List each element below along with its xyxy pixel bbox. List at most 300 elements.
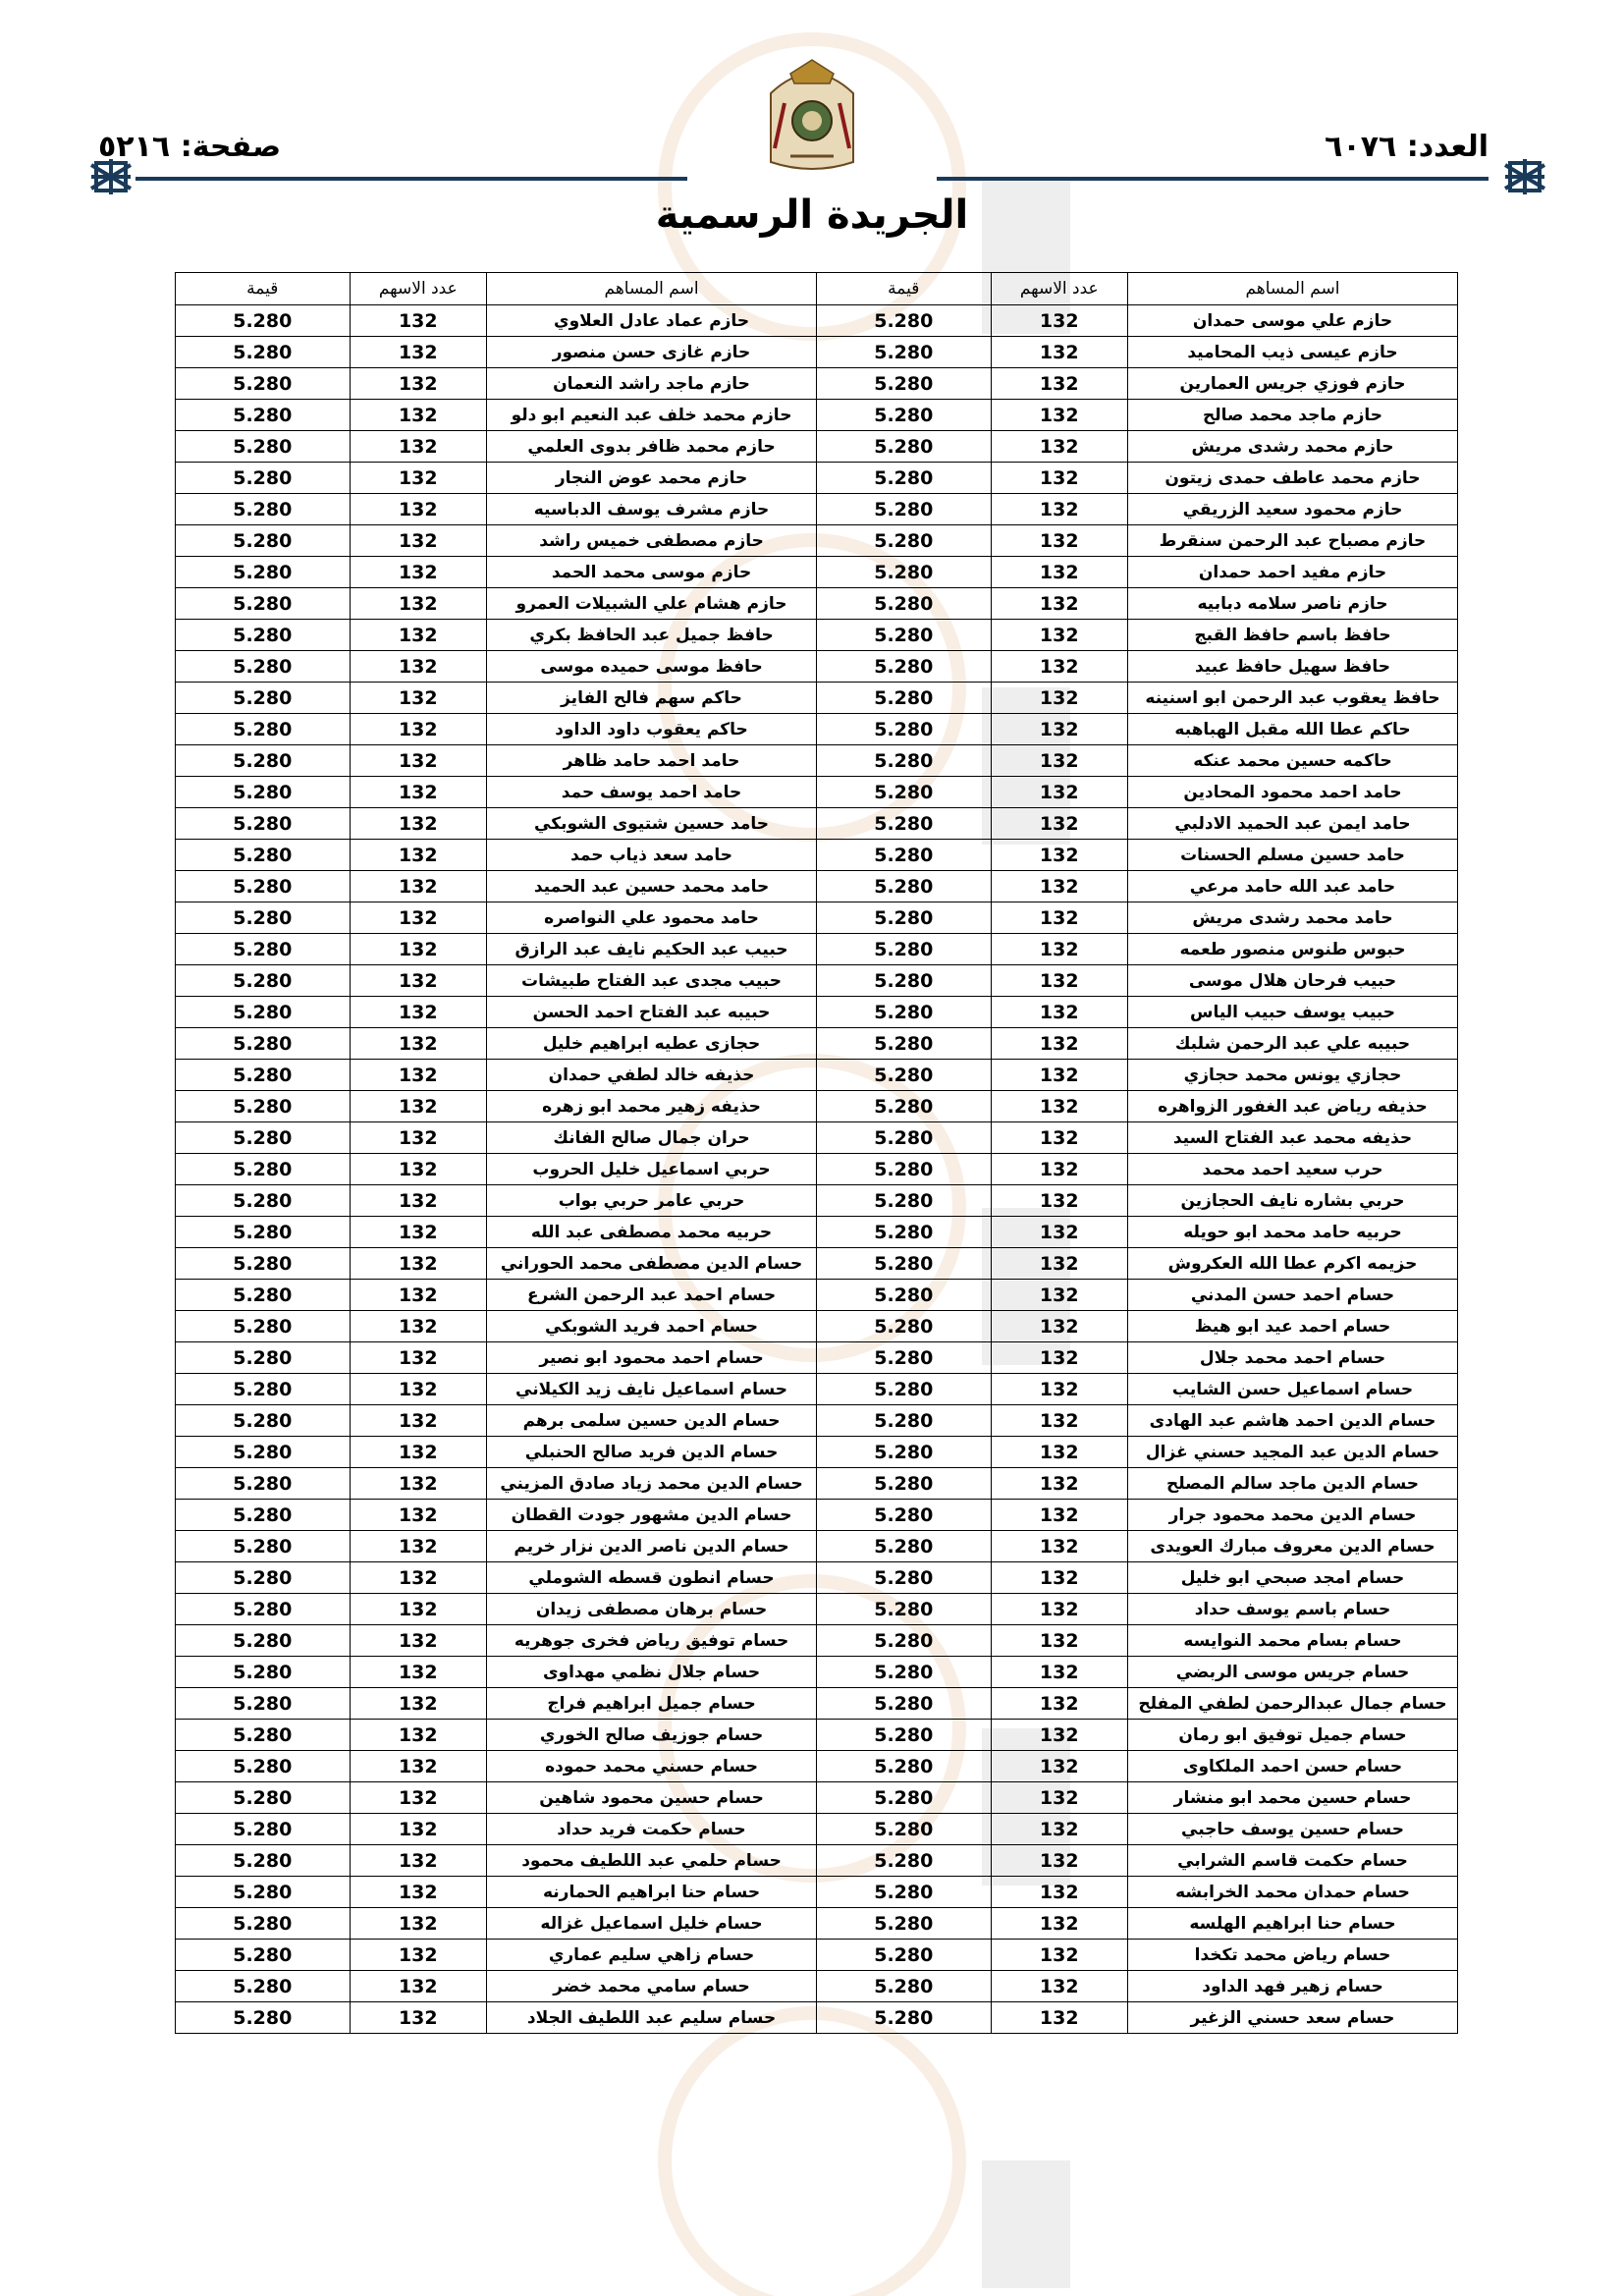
shareholder-name: حذيفه محمد عبد الفتاح السيد xyxy=(1128,1122,1458,1154)
table-row xyxy=(176,1185,1458,1217)
share-count: 132 xyxy=(991,1122,1127,1154)
table-row xyxy=(176,965,1458,997)
share-value: 5.280 xyxy=(817,1657,992,1688)
share-value: 5.280 xyxy=(176,902,351,934)
share-count: 132 xyxy=(350,1280,486,1311)
share-count: 132 xyxy=(991,1940,1127,1971)
shareholder-name: حامد حسين شتيوى الشوبكي xyxy=(487,808,817,840)
shareholder-name: حربي عامر حربي بواب xyxy=(487,1185,817,1217)
share-count: 132 xyxy=(350,1814,486,1845)
share-count: 132 xyxy=(350,588,486,620)
shareholder-name: حبيب فرحان هلال موسى xyxy=(1128,965,1458,997)
shareholder-name: حسام الدين احمد هاشم عبد الهادى xyxy=(1128,1405,1458,1437)
share-count: 132 xyxy=(991,525,1127,557)
share-count: 132 xyxy=(350,683,486,714)
share-count: 132 xyxy=(350,745,486,777)
share-value: 5.280 xyxy=(817,305,992,337)
table-header-row xyxy=(176,273,1458,305)
share-value: 5.280 xyxy=(176,431,351,463)
table-row xyxy=(176,1688,1458,1720)
shareholder-name: حسام جلال نظمي مهداوى xyxy=(487,1657,817,1688)
table-row xyxy=(176,1122,1458,1154)
share-value: 5.280 xyxy=(176,1248,351,1280)
share-value: 5.280 xyxy=(176,1594,351,1625)
share-value: 5.280 xyxy=(817,1814,992,1845)
share-value: 5.280 xyxy=(176,1060,351,1091)
share-value: 5.280 xyxy=(817,1531,992,1562)
shareholder-name: حسام خليل اسماعيل غزاله xyxy=(487,1908,817,1940)
shareholder-name: حجازي يونس محمد حجازي xyxy=(1128,1060,1458,1091)
share-value: 5.280 xyxy=(817,1720,992,1751)
table-row xyxy=(176,400,1458,431)
share-count: 132 xyxy=(350,1751,486,1782)
table-row xyxy=(176,1877,1458,1908)
shareholder-name: حذيفه خالد لطفي حمدان xyxy=(487,1060,817,1091)
table-row xyxy=(176,431,1458,463)
share-count: 132 xyxy=(350,1908,486,1940)
shareholder-name: حسام جوزيف صالح الخوري xyxy=(487,1720,817,1751)
share-count: 132 xyxy=(350,777,486,808)
share-count: 132 xyxy=(350,1217,486,1248)
shareholder-name: حازم فوزي جريس العمارين xyxy=(1128,368,1458,400)
share-value: 5.280 xyxy=(176,494,351,525)
share-value: 5.280 xyxy=(817,1311,992,1342)
table-row xyxy=(176,588,1458,620)
share-count: 132 xyxy=(350,1877,486,1908)
ornament-knot-right-icon xyxy=(1502,157,1547,196)
shareholder-name: حازم مفيد احمد حمدان xyxy=(1128,557,1458,588)
shareholder-name: حسام جميل ابراهيم فراج xyxy=(487,1688,817,1720)
share-count: 132 xyxy=(991,1814,1127,1845)
share-value: 5.280 xyxy=(817,1877,992,1908)
header-share-count: عدد الاسهم xyxy=(350,273,486,305)
share-value: 5.280 xyxy=(176,1468,351,1500)
share-count: 132 xyxy=(350,305,486,337)
share-value: 5.280 xyxy=(817,1845,992,1877)
shareholder-name: حامد احمد محمود المحادين xyxy=(1128,777,1458,808)
share-count: 132 xyxy=(991,1500,1127,1531)
shareholder-name: حربيه حامد محمد ابو حويله xyxy=(1128,1217,1458,1248)
shareholder-name: حذيفه زهير محمد ابو زهره xyxy=(487,1091,817,1122)
share-value: 5.280 xyxy=(176,400,351,431)
share-count: 132 xyxy=(991,1217,1127,1248)
shareholder-name: حسام الدين محمد زياد صادق المزيني xyxy=(487,1468,817,1500)
share-value: 5.280 xyxy=(817,1688,992,1720)
table-row xyxy=(176,1657,1458,1688)
share-value: 5.280 xyxy=(176,337,351,368)
share-count: 132 xyxy=(350,840,486,871)
table-row xyxy=(176,1500,1458,1531)
table-row xyxy=(176,902,1458,934)
shareholder-name: حسام حسين محمد ابو منشار xyxy=(1128,1782,1458,1814)
shareholder-name: حامد سعد ذياب حمد xyxy=(487,840,817,871)
share-value: 5.280 xyxy=(176,1720,351,1751)
table-row xyxy=(176,525,1458,557)
share-count: 132 xyxy=(350,1154,486,1185)
shareholder-name: حازم محمد خلف عبد النعيم ابو دلو xyxy=(487,400,817,431)
share-value: 5.280 xyxy=(817,1091,992,1122)
shareholder-name: حربي اسماعيل خليل الحروب xyxy=(487,1154,817,1185)
share-value: 5.280 xyxy=(176,1562,351,1594)
share-value: 5.280 xyxy=(176,463,351,494)
share-count: 132 xyxy=(350,871,486,902)
share-value: 5.280 xyxy=(176,1091,351,1122)
share-value: 5.280 xyxy=(817,1185,992,1217)
shareholder-name: حازم ماجد محمد صالح xyxy=(1128,400,1458,431)
share-value: 5.280 xyxy=(176,1405,351,1437)
share-count: 132 xyxy=(991,588,1127,620)
share-count: 132 xyxy=(991,745,1127,777)
share-value: 5.280 xyxy=(817,463,992,494)
share-value: 5.280 xyxy=(176,1500,351,1531)
share-count: 132 xyxy=(991,714,1127,745)
table-row xyxy=(176,1971,1458,2002)
share-count: 132 xyxy=(991,337,1127,368)
share-count: 132 xyxy=(350,1248,486,1280)
shareholder-name: حسام اسماعيل نايف زيد الكيلاني xyxy=(487,1374,817,1405)
shareholder-name: حازم محمد عاطف حمدى زيتون xyxy=(1128,463,1458,494)
share-value: 5.280 xyxy=(817,1971,992,2002)
share-count: 132 xyxy=(991,1091,1127,1122)
shareholder-name: حافظ يعقوب عبد الرحمن ابو اسنينه xyxy=(1128,683,1458,714)
table-row xyxy=(176,1437,1458,1468)
shareholder-name: حسام برهان مصطفى زيدان xyxy=(487,1594,817,1625)
shareholder-name: حافظ موسى حميده موسى xyxy=(487,651,817,683)
share-count: 132 xyxy=(350,1185,486,1217)
share-count: 132 xyxy=(350,463,486,494)
share-value: 5.280 xyxy=(176,997,351,1028)
table-row xyxy=(176,2002,1458,2034)
shareholder-name: حسام حمدان محمد الخرابشه xyxy=(1128,1877,1458,1908)
share-count: 132 xyxy=(991,1374,1127,1405)
share-count: 132 xyxy=(991,463,1127,494)
table-row xyxy=(176,871,1458,902)
shareholder-name: حازم علي موسى حمدان xyxy=(1128,305,1458,337)
share-value: 5.280 xyxy=(176,1154,351,1185)
share-value: 5.280 xyxy=(817,1500,992,1531)
table-row xyxy=(176,777,1458,808)
shareholder-name: حسام اسماعيل حسن الشايب xyxy=(1128,1374,1458,1405)
shareholder-name: حازم محمود سعيد الزريقي xyxy=(1128,494,1458,525)
share-value: 5.280 xyxy=(817,777,992,808)
share-count: 132 xyxy=(350,1311,486,1342)
share-value: 5.280 xyxy=(817,1280,992,1311)
share-value: 5.280 xyxy=(817,1405,992,1437)
share-value: 5.280 xyxy=(176,2002,351,2034)
share-count: 132 xyxy=(350,557,486,588)
share-value: 5.280 xyxy=(817,934,992,965)
share-value: 5.280 xyxy=(817,1594,992,1625)
share-count: 132 xyxy=(350,525,486,557)
shareholder-name: حربي بشاره نايف الحجازين xyxy=(1128,1185,1458,1217)
shareholder-name: حاكمه حسين محمد عنكه xyxy=(1128,745,1458,777)
table-row xyxy=(176,1154,1458,1185)
shareholder-name: حسام باسم يوسف حداد xyxy=(1128,1594,1458,1625)
table-row xyxy=(176,714,1458,745)
shareholder-name: حسام امجد صبحي ابو خليل xyxy=(1128,1562,1458,1594)
share-count: 132 xyxy=(991,1342,1127,1374)
issue-number: العدد: ٦٠٧٦ xyxy=(1325,130,1489,164)
share-count: 132 xyxy=(991,400,1127,431)
shareholder-name: حامد محمود علي النواصره xyxy=(487,902,817,934)
share-count: 132 xyxy=(991,1782,1127,1814)
table-row xyxy=(176,1028,1458,1060)
share-count: 132 xyxy=(350,1971,486,2002)
table-row xyxy=(176,368,1458,400)
share-value: 5.280 xyxy=(176,1311,351,1342)
shareholder-name: حسام الدين ماجد سالم المصلح xyxy=(1128,1468,1458,1500)
share-value: 5.280 xyxy=(176,1531,351,1562)
shareholder-name: حسام جمال عبدالرحمن لطفي المفلح xyxy=(1128,1688,1458,1720)
shareholder-name: حسام حلمي عبد اللطيف محمود xyxy=(487,1845,817,1877)
table-row xyxy=(176,1751,1458,1782)
table-row xyxy=(176,1531,1458,1562)
shareholder-name: حسام الدين مشهور جودت القطان xyxy=(487,1500,817,1531)
table-row xyxy=(176,1845,1458,1877)
share-value: 5.280 xyxy=(176,1185,351,1217)
share-value: 5.280 xyxy=(817,1940,992,1971)
table-row xyxy=(176,1468,1458,1500)
share-value: 5.280 xyxy=(176,620,351,651)
share-value: 5.280 xyxy=(176,1374,351,1405)
shareholder-name: حامد محمد رشدى مريش xyxy=(1128,902,1458,934)
share-count: 132 xyxy=(991,1060,1127,1091)
table-row xyxy=(176,1814,1458,1845)
table-row xyxy=(176,463,1458,494)
share-count: 132 xyxy=(350,997,486,1028)
share-value: 5.280 xyxy=(176,1437,351,1468)
shareholder-name: حربيه محمد مصطفى عبد الله xyxy=(487,1217,817,1248)
share-count: 132 xyxy=(350,1657,486,1688)
shareholder-name: حسام بسام محمد النوايسه xyxy=(1128,1625,1458,1657)
share-value: 5.280 xyxy=(176,745,351,777)
share-value: 5.280 xyxy=(176,1688,351,1720)
share-count: 132 xyxy=(350,1122,486,1154)
table-row xyxy=(176,620,1458,651)
shareholder-name: حازم ماجد راشد النعمان xyxy=(487,368,817,400)
shareholder-name: حسام جميل توفيق ابو رمان xyxy=(1128,1720,1458,1751)
ornament-knot-left-icon xyxy=(88,157,134,196)
shareholder-name: حران جمال صالح الفانك xyxy=(487,1122,817,1154)
share-value: 5.280 xyxy=(817,1154,992,1185)
share-count: 132 xyxy=(991,1028,1127,1060)
share-value: 5.280 xyxy=(176,1751,351,1782)
shareholder-name: حسام توفيق رياض فخرى جوهريه xyxy=(487,1625,817,1657)
table-row xyxy=(176,840,1458,871)
share-value: 5.280 xyxy=(176,1971,351,2002)
shareholder-name: حجازى عطيه ابراهيم خليل xyxy=(487,1028,817,1060)
shareholder-name: حرب سعيد احمد محمد xyxy=(1128,1154,1458,1185)
share-count: 132 xyxy=(991,1154,1127,1185)
share-count: 132 xyxy=(991,1531,1127,1562)
share-count: 132 xyxy=(350,1594,486,1625)
gazette-title: الجريدة الرسمية xyxy=(655,192,969,238)
share-count: 132 xyxy=(991,620,1127,651)
share-value: 5.280 xyxy=(817,1562,992,1594)
share-value: 5.280 xyxy=(817,620,992,651)
shareholder-name: حسام حسين يوسف حاجبي xyxy=(1128,1814,1458,1845)
table-row xyxy=(176,1720,1458,1751)
share-count: 132 xyxy=(991,997,1127,1028)
shareholder-name: حامد عبد الله حامد مرعي xyxy=(1128,871,1458,902)
share-value: 5.280 xyxy=(176,651,351,683)
shareholder-name: حازم ناصر سلامه دبابيه xyxy=(1128,588,1458,620)
shareholder-name: حسام رياض محمد تكخدا xyxy=(1128,1940,1458,1971)
share-value: 5.280 xyxy=(176,1342,351,1374)
share-value: 5.280 xyxy=(176,1280,351,1311)
header-rule-right xyxy=(937,177,1489,181)
share-count: 132 xyxy=(991,902,1127,934)
share-count: 132 xyxy=(991,1468,1127,1500)
shareholder-name: حسام احمد حسن المدني xyxy=(1128,1280,1458,1311)
shareholder-name: حامد احمد حامد ظاهر xyxy=(487,745,817,777)
share-value: 5.280 xyxy=(817,1437,992,1468)
share-count: 132 xyxy=(350,1782,486,1814)
shareholder-name: حازم مشرف يوسف الدباسيه xyxy=(487,494,817,525)
header-shareholder-name: اسم المساهم xyxy=(1128,273,1458,305)
shareholder-name: حسام الدين عبد المجيد حسني غزال xyxy=(1128,1437,1458,1468)
share-count: 132 xyxy=(350,1500,486,1531)
share-value: 5.280 xyxy=(176,1814,351,1845)
share-value: 5.280 xyxy=(817,714,992,745)
share-value: 5.280 xyxy=(176,368,351,400)
share-count: 132 xyxy=(350,337,486,368)
share-value: 5.280 xyxy=(817,1122,992,1154)
header-share-count: عدد الاسهم xyxy=(991,273,1127,305)
share-value: 5.280 xyxy=(176,965,351,997)
share-value: 5.280 xyxy=(817,1028,992,1060)
share-count: 132 xyxy=(350,1940,486,1971)
shareholder-name: حسام زاهي سليم عماري xyxy=(487,1940,817,1971)
share-value: 5.280 xyxy=(817,840,992,871)
share-value: 5.280 xyxy=(817,1468,992,1500)
shareholder-name: حسام سليم عبد اللطيف الجلاد xyxy=(487,2002,817,2034)
share-count: 132 xyxy=(350,1531,486,1562)
share-count: 132 xyxy=(991,651,1127,683)
shareholder-name: حسام حنا ابراهيم الهلسه xyxy=(1128,1908,1458,1940)
share-count: 132 xyxy=(991,777,1127,808)
share-value: 5.280 xyxy=(176,525,351,557)
shareholder-name: حسام حكمت فريد حداد xyxy=(487,1814,817,1845)
share-count: 132 xyxy=(991,1562,1127,1594)
share-count: 132 xyxy=(991,431,1127,463)
table-row xyxy=(176,1374,1458,1405)
header-value: قيمة xyxy=(176,273,351,305)
share-count: 132 xyxy=(350,1562,486,1594)
shareholder-name: حازم مصباح عبد الرحمن سنقرط xyxy=(1128,525,1458,557)
share-count: 132 xyxy=(350,1374,486,1405)
share-count: 132 xyxy=(350,934,486,965)
share-value: 5.280 xyxy=(817,1060,992,1091)
share-count: 132 xyxy=(991,1971,1127,2002)
table-row xyxy=(176,1060,1458,1091)
header-rule-left xyxy=(135,177,687,181)
shareholder-name: حاكم عطا الله مقبل الهباهبه xyxy=(1128,714,1458,745)
share-value: 5.280 xyxy=(817,808,992,840)
shareholder-name: حامد ايمن عبد الحميد الادلبي xyxy=(1128,808,1458,840)
share-value: 5.280 xyxy=(176,777,351,808)
shareholder-name: حذيفه رياض عبد الغفور الزواهره xyxy=(1128,1091,1458,1122)
table-row xyxy=(176,1908,1458,1940)
share-value: 5.280 xyxy=(817,588,992,620)
shareholder-name: حسام سعد حسني الزغير xyxy=(1128,2002,1458,2034)
table-row xyxy=(176,808,1458,840)
shareholder-name: حافظ باسم حافظ القبج xyxy=(1128,620,1458,651)
shareholder-name: حازم غازى حسن منصور xyxy=(487,337,817,368)
page-number: صفحة: ٥٢١٦ xyxy=(98,130,282,164)
share-count: 132 xyxy=(991,1625,1127,1657)
table-row xyxy=(176,337,1458,368)
share-value: 5.280 xyxy=(817,368,992,400)
share-value: 5.280 xyxy=(817,1374,992,1405)
share-count: 132 xyxy=(991,1437,1127,1468)
share-count: 132 xyxy=(350,400,486,431)
table-row xyxy=(176,745,1458,777)
share-count: 132 xyxy=(991,1720,1127,1751)
share-count: 132 xyxy=(991,1751,1127,1782)
table-row xyxy=(176,1311,1458,1342)
shareholder-name: حسام الدين محمد محمود جرار xyxy=(1128,1500,1458,1531)
shareholder-name: حازم هشام علي الشبيلات العمرو xyxy=(487,588,817,620)
table-row xyxy=(176,997,1458,1028)
table-row xyxy=(176,1562,1458,1594)
table-row xyxy=(176,1940,1458,1971)
share-count: 132 xyxy=(350,368,486,400)
share-value: 5.280 xyxy=(176,1028,351,1060)
shareholder-name: حسام انطون قسطه الشوملي xyxy=(487,1562,817,1594)
share-value: 5.280 xyxy=(817,965,992,997)
table-row xyxy=(176,651,1458,683)
shareholder-name: حسام الدين معروف مبارك العويدى xyxy=(1128,1531,1458,1562)
share-count: 132 xyxy=(991,1908,1127,1940)
share-value: 5.280 xyxy=(176,1877,351,1908)
share-value: 5.280 xyxy=(176,1657,351,1688)
share-value: 5.280 xyxy=(817,902,992,934)
table-row xyxy=(176,1091,1458,1122)
share-count: 132 xyxy=(350,1468,486,1500)
share-count: 132 xyxy=(991,368,1127,400)
table-row xyxy=(176,1248,1458,1280)
shareholder-name: حسام الدين حسين سلمى برهم xyxy=(487,1405,817,1437)
shareholder-name: حبيبه علي عبد الرحمن شلبك xyxy=(1128,1028,1458,1060)
share-count: 132 xyxy=(991,1877,1127,1908)
shareholder-name: حبيب مجدى عبد الفتاح طبيشات xyxy=(487,965,817,997)
table-row xyxy=(176,1405,1458,1437)
shareholders-table xyxy=(175,272,1458,2034)
share-value: 5.280 xyxy=(817,745,992,777)
share-value: 5.280 xyxy=(817,2002,992,2034)
share-value: 5.280 xyxy=(817,525,992,557)
share-count: 132 xyxy=(991,1185,1127,1217)
share-value: 5.280 xyxy=(176,714,351,745)
share-count: 132 xyxy=(350,2002,486,2034)
share-count: 132 xyxy=(991,2002,1127,2034)
share-count: 132 xyxy=(991,934,1127,965)
shareholder-name: حبيب عبد الحكيم نايف عبد الرازق xyxy=(487,934,817,965)
table-row xyxy=(176,934,1458,965)
share-value: 5.280 xyxy=(176,1845,351,1877)
shareholder-name: حامد احمد يوسف حمد xyxy=(487,777,817,808)
shareholder-name: حسام احمد محمد جلال xyxy=(1128,1342,1458,1374)
share-count: 132 xyxy=(991,1405,1127,1437)
table-row xyxy=(176,305,1458,337)
share-value: 5.280 xyxy=(817,871,992,902)
shareholder-name: حسام الدين فريد صالح الحنبلي xyxy=(487,1437,817,1468)
share-count: 132 xyxy=(991,1845,1127,1877)
shareholder-name: حامد محمد حسين عبد الحميد xyxy=(487,871,817,902)
table-row xyxy=(176,1625,1458,1657)
share-count: 132 xyxy=(350,651,486,683)
